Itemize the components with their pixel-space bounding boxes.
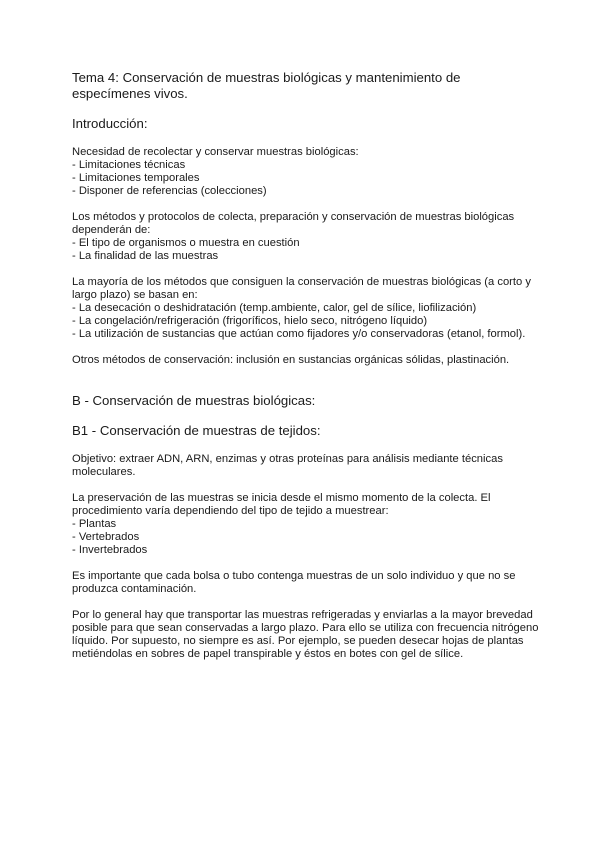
list-item: - Vertebrados <box>72 531 140 543</box>
objective-paragraph: Objetivo: extraer ADN, ARN, enzimas y otras proteínas para análisis mediante técnicas moleculares. <box>72 453 503 478</box>
list-item: - Invertebrados <box>72 544 148 556</box>
list-item: - La utilización de sustancias que actúan como fijadores y/o conservadoras (etanol, formol). <box>72 328 526 340</box>
list-item: - Disponer de referencias (colecciones) <box>72 185 267 197</box>
list-item: - Limitaciones temporales <box>72 172 200 184</box>
list-item: - La finalidad de las muestras <box>72 250 219 262</box>
general-paragraph: Por lo general hay que transportar las muestras refrigeradas y enviarlas a la mayor brevedad posible para que sean conservadas a largo plazo. Para ello se utiliza con frecuencia nitrógeno líquido. Por supuesto, no siempre es así. Por ejemplo, se pueden desecar hojas de plantas metiéndolas en sobres de papel transpirable y éstos en botes con gel de sílice. <box>72 609 539 660</box>
important-paragraph: Es importante que cada bolsa o tubo contenga muestras de un solo individuo y que no se produzca contaminación. <box>72 570 516 595</box>
majority-lead: La mayoría de los métodos que consiguen la conservación de muestras biológicas (a corto y largo plazo) se basan en: <box>72 276 531 301</box>
list-item: - Plantas <box>72 518 117 530</box>
document-title: Tema 4: Conservación de muestras biológicas y mantenimiento de especímenes vivos. <box>72 70 461 101</box>
section-b-heading: B - Conservación de muestras biológicas: <box>72 393 316 408</box>
preservation-paragraph <box>72 492 542 557</box>
section-b1-heading: B1 - Conservación de muestras de tejidos: <box>72 423 321 438</box>
list-item: - El tipo de organismos o muestra en cuestión <box>72 237 300 249</box>
other-methods-paragraph: Otros métodos de conservación: inclusión en sustancias orgánicas sólidas, plastinación. <box>72 354 510 366</box>
document-page <box>72 70 542 674</box>
methods-paragraph <box>72 211 542 263</box>
methods-lead: Los métodos y protocolos de colecta, preparación y conservación de muestras biológicas dependerán de: <box>72 211 515 236</box>
need-paragraph <box>72 146 542 198</box>
list-item: - La congelación/refrigeración (frigoríficos, hielo seco, nitrógeno líquido) <box>72 315 428 327</box>
majority-paragraph <box>72 276 542 341</box>
need-lead: Necesidad de recolectar y conservar muestras biológicas: <box>72 146 359 158</box>
list-item: - La desecación o deshidratación (temp.ambiente, calor, gel de sílice, liofilización) <box>72 302 477 314</box>
intro-heading: Introducción: <box>72 116 148 131</box>
preservation-lead: La preservación de las muestras se inicia desde el mismo momento de la colecta. El procedimiento varía dependiendo del tipo de tejido a muestrear: <box>72 492 491 517</box>
list-item: - Limitaciones técnicas <box>72 159 186 171</box>
